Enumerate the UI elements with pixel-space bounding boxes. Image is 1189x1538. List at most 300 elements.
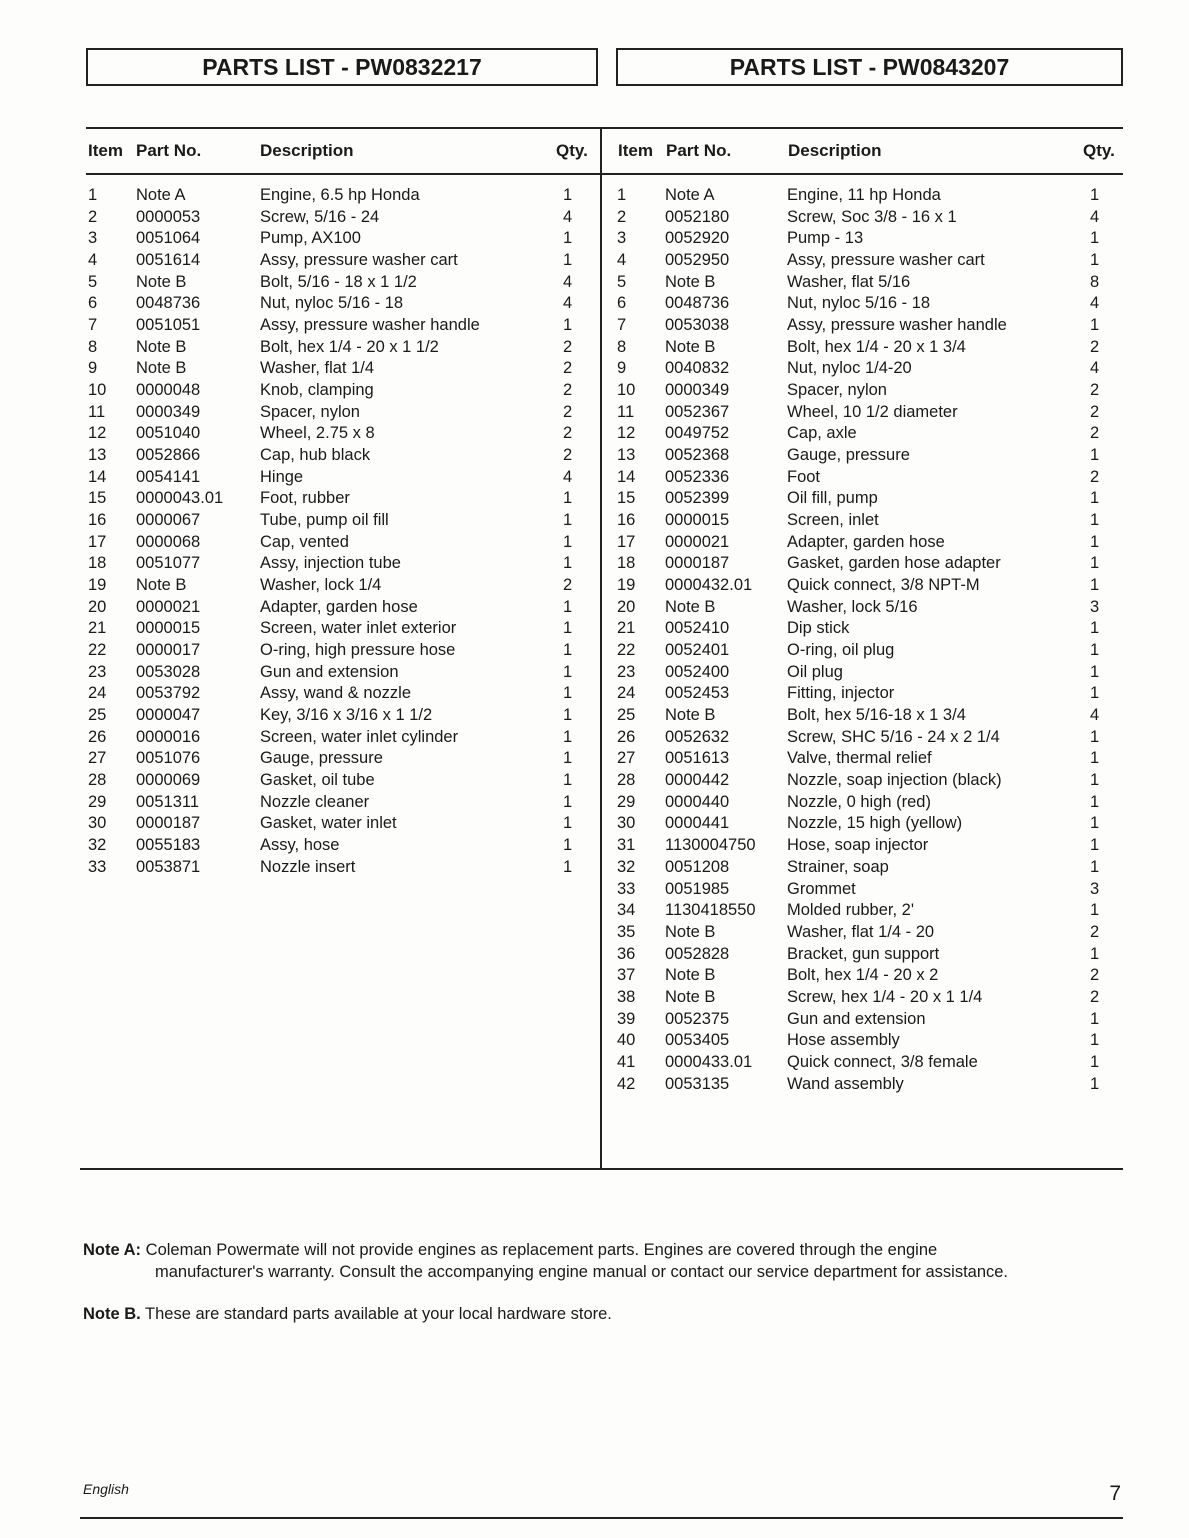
cell-part: 0000048 [136, 381, 201, 400]
cell-qty: 1 [563, 727, 573, 746]
cell-desc: Bolt, hex 1/4 - 20 x 2 [787, 966, 939, 985]
cell-part: 0000021 [136, 597, 201, 616]
cell-item: 20 [88, 597, 107, 616]
cell-part: 0000442 [665, 771, 730, 790]
cell-desc: O-ring, oil plug [787, 641, 895, 660]
cell-part: 0000015 [136, 619, 201, 638]
table-row [0, 510, 1189, 532]
table-row [0, 293, 1189, 315]
cell-item: 14 [88, 467, 107, 486]
cell-part: 0000047 [136, 706, 201, 725]
cell-part: 0000432.01 [665, 576, 753, 595]
cell-qty: 1 [1090, 489, 1100, 508]
cell-qty: 1 [1090, 792, 1100, 811]
cell-desc: Washer, lock 1/4 [260, 576, 382, 595]
cell-part: 0000017 [136, 641, 201, 660]
cell-part: Note B [665, 987, 716, 1006]
cell-desc: Washer, flat 1/4 [260, 359, 375, 378]
cell-item: 32 [88, 836, 107, 855]
cell-desc: Screen, inlet [787, 511, 879, 530]
cell-item: 28 [88, 771, 107, 790]
cell-desc: Cap, vented [260, 532, 349, 551]
cell-item: 7 [617, 316, 627, 335]
cell-desc: Engine, 11 hp Honda [787, 186, 941, 204]
cell-part: 0051311 [136, 792, 200, 811]
footer-rule [80, 1517, 1123, 1519]
cell-desc: Screw, SHC 5/16 - 24 x 2 1/4 [787, 727, 1000, 746]
cell-item: 32 [617, 857, 636, 876]
cell-part: 0051077 [136, 554, 201, 573]
cell-part: 0051208 [665, 857, 730, 876]
cell-desc: Gasket, oil tube [260, 771, 375, 790]
cell-qty: 2 [563, 446, 573, 465]
cell-qty: 1 [1090, 771, 1100, 790]
cell-part: 0051064 [136, 229, 201, 248]
cell-part: 0052632 [665, 727, 730, 746]
right-header-description: Description [788, 141, 882, 160]
cell-desc: Adapter, garden hose [787, 532, 945, 551]
cell-part: 0053135 [665, 1074, 730, 1093]
cell-qty: 1 [1090, 727, 1100, 746]
cell-desc: Washer, lock 5/16 [787, 597, 918, 616]
cell-part: 1130418550 [665, 901, 756, 920]
table-row [0, 250, 1189, 272]
cell-desc: Fitting, injector [787, 684, 895, 703]
cell-desc: Foot [787, 467, 821, 486]
cell-part: Note B [665, 272, 716, 291]
table-row [0, 987, 1189, 1009]
cell-item: 27 [617, 749, 636, 768]
table-row [0, 358, 1189, 380]
cell-item: 22 [88, 641, 107, 660]
cell-qty: 1 [1090, 316, 1100, 335]
cell-qty: 2 [1090, 922, 1100, 941]
cell-desc: Gauge, pressure [787, 446, 910, 465]
table-row [0, 553, 1189, 575]
cell-qty: 1 [563, 619, 573, 638]
cell-desc: Gun and extension [260, 662, 399, 681]
cell-qty: 1 [1090, 446, 1100, 465]
cell-qty: 4 [1090, 706, 1100, 725]
cell-part: Note B [665, 966, 716, 985]
table-row [0, 315, 1189, 337]
cell-qty: 1 [1090, 554, 1100, 573]
cell-desc: Assy, hose [260, 836, 340, 855]
cell-qty: 3 [1090, 597, 1100, 616]
cell-item: 33 [617, 879, 636, 898]
table-row [0, 1074, 1189, 1096]
cell-qty: 8 [1090, 272, 1100, 291]
table-row [0, 467, 1189, 489]
cell-qty: 4 [563, 294, 573, 313]
cell-desc: Nozzle insert [260, 857, 356, 876]
cell-desc: Assy, injection tube [260, 554, 401, 573]
cell-item: 10 [617, 381, 636, 400]
cell-part: Note A [665, 186, 715, 204]
cell-qty: 1 [563, 316, 573, 335]
cell-part: 0052336 [665, 467, 730, 486]
table-row [0, 748, 1189, 770]
cell-desc: Nozzle, soap injection (black) [787, 771, 1002, 790]
note-a-line2: manufacturer's warranty. Consult the accompanying engine manual or contact our service department for assistance. [155, 1263, 1009, 1281]
cell-item: 35 [617, 922, 636, 941]
cell-qty: 2 [563, 381, 573, 400]
table-row [0, 185, 1189, 207]
cell-desc: Bolt, 5/16 - 18 x 1 1/2 [260, 272, 417, 291]
cell-qty: 1 [1090, 229, 1100, 248]
cell-part: 0000440 [665, 792, 730, 811]
cell-item: 41 [617, 1052, 636, 1071]
cell-item: 33 [88, 857, 107, 876]
cell-part: 0000187 [665, 554, 730, 573]
cell-part: 0052453 [665, 684, 730, 703]
cell-part: 0052399 [665, 489, 730, 508]
cell-desc: Assy, pressure washer cart [787, 251, 985, 270]
table-row [0, 792, 1189, 814]
cell-desc: Screen, water inlet cylinder [260, 727, 459, 746]
cell-desc: Grommet [787, 879, 856, 898]
cell-item: 21 [617, 619, 636, 638]
table-row [0, 380, 1189, 402]
cell-qty: 1 [563, 532, 573, 551]
cell-qty: 1 [1090, 619, 1100, 638]
cell-item: 15 [617, 489, 636, 508]
cell-qty: 2 [1090, 337, 1100, 356]
note-a [83, 1239, 1008, 1283]
table-row [0, 1030, 1189, 1052]
cell-item: 5 [88, 272, 98, 291]
cell-qty: 2 [1090, 402, 1100, 421]
cell-desc: Engine, 6.5 hp Honda [260, 186, 420, 204]
cell-qty: 2 [563, 337, 573, 356]
cell-item: 24 [617, 684, 636, 703]
cell-item: 14 [617, 467, 636, 486]
cell-item: 9 [88, 359, 98, 378]
cell-item: 1 [88, 186, 98, 204]
cell-qty: 1 [563, 186, 573, 204]
cell-item: 11 [617, 402, 635, 421]
cell-qty: 1 [563, 597, 573, 616]
cell-qty: 3 [1090, 879, 1100, 898]
table-row [0, 944, 1189, 966]
cell-item: 23 [617, 662, 636, 681]
cell-qty: 4 [1090, 294, 1100, 313]
cell-qty: 1 [563, 641, 573, 660]
cell-part: Note B [665, 597, 716, 616]
cell-qty: 1 [563, 749, 573, 768]
cell-qty: 1 [563, 792, 573, 811]
cell-qty: 1 [1090, 684, 1100, 703]
cell-desc: Gasket, water inlet [260, 814, 397, 833]
cell-desc: O-ring, high pressure hose [260, 641, 456, 660]
note-b-text: These are standard parts available at your local hardware store. [145, 1305, 612, 1323]
cell-desc: Screw, Soc 3/8 - 16 x 1 [787, 207, 957, 226]
cell-part: 0053038 [665, 316, 730, 335]
cell-desc: Knob, clamping [260, 381, 374, 400]
table-row [0, 965, 1189, 987]
cell-item: 36 [617, 944, 636, 963]
cell-desc: Bracket, gun support [787, 944, 940, 963]
cell-item: 38 [617, 987, 636, 1006]
cell-item: 12 [88, 424, 107, 443]
cell-part: 0040832 [665, 359, 730, 378]
cell-item: 16 [617, 511, 636, 530]
note-a-label: Note A: [83, 1241, 142, 1259]
cell-item: 30 [88, 814, 107, 833]
cell-desc: Quick connect, 3/8 NPT-M [787, 576, 980, 595]
cell-item: 7 [88, 316, 98, 335]
cell-part: 0052828 [665, 944, 730, 963]
cell-item: 30 [617, 814, 636, 833]
table-row [0, 597, 1189, 619]
cell-desc: Spacer, nylon [260, 402, 360, 421]
cell-item: 13 [617, 446, 636, 465]
cell-qty: 1 [1090, 749, 1100, 768]
right-parts-table [0, 185, 1189, 1095]
cell-part: 0053792 [136, 684, 201, 703]
cell-item: 9 [617, 359, 627, 378]
cell-desc: Foot, rubber [260, 489, 350, 508]
cell-part: 0052180 [665, 207, 730, 226]
cell-qty: 1 [563, 251, 573, 270]
cell-desc: Wheel, 2.75 x 8 [260, 424, 375, 443]
cell-desc: Valve, thermal relief [787, 749, 932, 768]
cell-qty: 1 [1090, 641, 1100, 660]
cell-desc: Pump, AX100 [260, 229, 361, 248]
cell-qty: 1 [1090, 186, 1100, 204]
cell-qty: 1 [563, 511, 573, 530]
cell-desc: Oil plug [787, 662, 843, 681]
cell-item: 6 [617, 294, 627, 313]
table-bottom-rule [80, 1168, 1123, 1170]
cell-part: 0051985 [665, 879, 730, 898]
cell-desc: Nozzle, 15 high (yellow) [787, 814, 963, 833]
cell-item: 15 [88, 489, 107, 508]
cell-item: 1 [617, 186, 627, 204]
table-row [0, 705, 1189, 727]
table-row [0, 532, 1189, 554]
cell-desc: Adapter, garden hose [260, 597, 418, 616]
cell-part: 0051051 [136, 316, 201, 335]
cell-qty: 1 [1090, 576, 1100, 595]
cell-desc: Gasket, garden hose adapter [787, 554, 1001, 573]
table-row [0, 1052, 1189, 1074]
table-row [0, 835, 1189, 857]
table-top-rule [86, 127, 1123, 129]
cell-part: 0000441 [665, 814, 730, 833]
cell-desc: Molded rubber, 2' [787, 901, 914, 920]
cell-desc: Bolt, hex 5/16-18 x 1 3/4 [787, 706, 966, 725]
cell-part: 0053028 [136, 662, 201, 681]
cell-part: 0052368 [665, 446, 730, 465]
cell-part: 0000433.01 [665, 1052, 753, 1071]
cell-desc: Cap, axle [787, 424, 857, 443]
cell-part: 0000016 [136, 727, 201, 746]
cell-item: 8 [88, 337, 98, 356]
cell-part: 0052367 [665, 402, 730, 421]
cell-item: 21 [88, 619, 107, 638]
cell-qty: 1 [1090, 1031, 1100, 1050]
table-row [0, 402, 1189, 424]
cell-part: 0000053 [136, 207, 201, 226]
cell-desc: Screen, water inlet exterior [260, 619, 457, 638]
cell-desc: Nut, nyloc 5/16 - 18 [260, 294, 404, 313]
cell-desc: Cap, hub black [260, 446, 371, 465]
cell-part: 0048736 [136, 294, 201, 313]
cell-part: 0052401 [665, 641, 730, 660]
cell-desc: Washer, flat 5/16 [787, 272, 911, 291]
cell-qty: 1 [1090, 662, 1100, 681]
table-row [0, 575, 1189, 597]
cell-qty: 2 [1090, 467, 1100, 486]
cell-part: 0000043.01 [136, 489, 224, 508]
cell-desc: Assy, pressure washer cart [260, 251, 458, 270]
cell-item: 17 [617, 532, 636, 551]
cell-item: 27 [88, 749, 107, 768]
cell-desc: Tube, pump oil fill [260, 511, 389, 530]
cell-item: 8 [617, 337, 627, 356]
cell-qty: 4 [1090, 207, 1100, 226]
cell-desc: Assy, pressure washer handle [787, 316, 1007, 335]
cell-item: 19 [88, 576, 107, 595]
cell-part: Note B [136, 337, 187, 356]
cell-item: 2 [617, 207, 627, 226]
cell-item: 24 [88, 684, 107, 703]
cell-desc: Nut, nyloc 5/16 - 18 [787, 294, 931, 313]
cell-desc: Screw, hex 1/4 - 20 x 1 1/4 [787, 987, 983, 1006]
cell-qty: 1 [1090, 836, 1100, 855]
cell-part: 0051613 [665, 749, 730, 768]
cell-part: Note B [665, 706, 716, 725]
cell-item: 10 [88, 381, 107, 400]
cell-desc: Hinge [260, 467, 304, 486]
cell-part: 0055183 [136, 836, 201, 855]
page-number: 7 [1109, 1482, 1121, 1505]
cell-item: 17 [88, 532, 107, 551]
cell-item: 3 [88, 229, 98, 248]
cell-part: Note B [136, 576, 187, 595]
cell-part: Note A [136, 186, 186, 204]
cell-qty: 1 [1090, 251, 1100, 270]
cell-item: 16 [88, 511, 107, 530]
cell-part: 0048736 [665, 294, 730, 313]
cell-desc: Nozzle, 0 high (red) [787, 792, 931, 811]
cell-part: 0052950 [665, 251, 730, 270]
cell-item: 4 [617, 251, 627, 270]
table-row [0, 857, 1189, 879]
cell-part: 0054141 [136, 467, 201, 486]
table-row [0, 922, 1189, 944]
cell-qty: 1 [563, 684, 573, 703]
cell-part: 0000021 [665, 532, 730, 551]
cell-qty: 4 [563, 467, 573, 486]
cell-item: 18 [88, 554, 107, 573]
cell-qty: 4 [1090, 359, 1100, 378]
cell-desc: Dip stick [787, 619, 850, 638]
cell-item: 3 [617, 229, 627, 248]
cell-qty: 2 [563, 576, 573, 595]
cell-desc: Gun and extension [787, 1009, 926, 1028]
table-row [0, 879, 1189, 901]
table-row [0, 813, 1189, 835]
cell-part: 0051040 [136, 424, 201, 443]
cell-part: 0053405 [665, 1031, 730, 1050]
cell-desc: Spacer, nylon [787, 381, 887, 400]
cell-qty: 2 [1090, 424, 1100, 443]
cell-item: 23 [88, 662, 107, 681]
cell-qty: 1 [1090, 1009, 1100, 1028]
cell-qty: 2 [563, 424, 573, 443]
cell-part: 0000187 [136, 814, 201, 833]
cell-item: 40 [617, 1031, 636, 1050]
right-header-item: Item [618, 141, 653, 160]
cell-part: 0049752 [665, 424, 730, 443]
right-header-part-no: Part No. [666, 141, 732, 160]
cell-desc: Gauge, pressure [260, 749, 383, 768]
table-row [0, 683, 1189, 705]
cell-item: 34 [617, 901, 636, 920]
cell-qty: 1 [1090, 532, 1100, 551]
cell-item: 31 [617, 836, 636, 855]
cell-qty: 1 [1090, 1052, 1100, 1071]
note-b [83, 1303, 612, 1325]
cell-desc: Screw, 5/16 - 24 [260, 207, 380, 226]
cell-qty: 4 [563, 207, 573, 226]
cell-part: 0000067 [136, 511, 201, 530]
header-bottom-rule [86, 173, 1123, 175]
cell-qty: 1 [563, 554, 573, 573]
table-row [0, 640, 1189, 662]
left-header-part-no: Part No. [136, 141, 202, 160]
cell-desc: Strainer, soap [787, 857, 889, 876]
cell-part: 0051076 [136, 749, 201, 768]
cell-item: 28 [617, 771, 636, 790]
cell-qty: 1 [563, 706, 573, 725]
cell-item: 25 [88, 706, 107, 725]
cell-part: 0000069 [136, 771, 201, 790]
cell-part: Note B [665, 337, 716, 356]
cell-qty: 1 [1090, 944, 1100, 963]
cell-desc: Nut, nyloc 1/4-20 [787, 359, 912, 378]
cell-qty: 1 [1090, 901, 1100, 920]
cell-qty: 1 [563, 662, 573, 681]
cell-qty: 1 [1090, 814, 1100, 833]
cell-item: 13 [88, 446, 107, 465]
cell-qty: 2 [1090, 381, 1100, 400]
cell-qty: 1 [563, 857, 573, 876]
cell-desc: Nozzle cleaner [260, 792, 370, 811]
cell-part: 0052866 [136, 446, 201, 465]
table-row [0, 272, 1189, 294]
table-row [0, 900, 1189, 922]
left-header-description: Description [260, 141, 354, 160]
table-row [0, 662, 1189, 684]
cell-desc: Bolt, hex 1/4 - 20 x 1 3/4 [787, 337, 966, 356]
table-row [0, 488, 1189, 510]
cell-item: 6 [88, 294, 98, 313]
table-row [0, 445, 1189, 467]
cell-part: 0052400 [665, 662, 730, 681]
cell-item: 37 [617, 966, 636, 985]
cell-part: 0051614 [136, 251, 201, 270]
cell-item: 22 [617, 641, 636, 660]
cell-part: 0000349 [136, 402, 201, 421]
cell-item: 18 [617, 554, 636, 573]
cell-item: 19 [617, 576, 636, 595]
left-header-qty: Qty. [556, 141, 588, 160]
cell-part: 0052920 [665, 229, 730, 248]
cell-desc: Key, 3/16 x 3/16 x 1 1/2 [260, 706, 433, 725]
